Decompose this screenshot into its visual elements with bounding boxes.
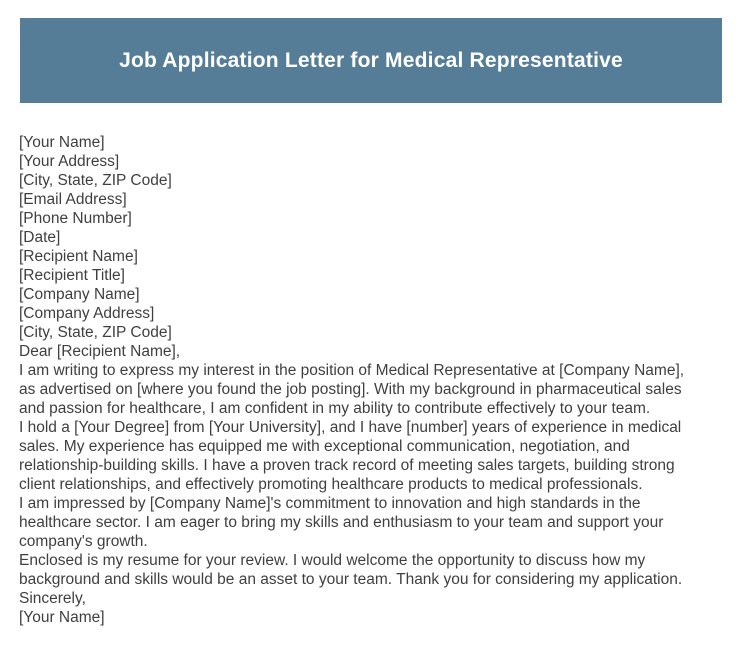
letter-line: [Company Name] xyxy=(19,286,140,303)
letter-line: sales. My experience has equipped me with exceptional communication, negotiation, and xyxy=(19,438,630,455)
letter-line: [City, State, ZIP Code] xyxy=(19,324,172,341)
letter-line: Dear [Recipient Name], xyxy=(19,343,181,360)
letter-line: Sincerely, xyxy=(19,590,86,607)
title-banner xyxy=(20,18,722,103)
letter-line: I hold a [Your Degree] from [Your University], and I have [number] years of experience in medical xyxy=(19,419,682,436)
letter-line: [Your Address] xyxy=(19,153,120,170)
letter-line: [Date] xyxy=(19,229,61,246)
letter-line: background and skills would be an asset to your team. Thank you for considering my application. xyxy=(19,571,683,588)
letter-line: company's growth. xyxy=(19,533,148,550)
letter-line: [Your Name] xyxy=(19,134,105,151)
letter-line: [Email Address] xyxy=(19,191,127,208)
letter-line: [Your Name] xyxy=(19,609,105,626)
letter-line: I am impressed by [Company Name]'s commitment to innovation and high standards in the xyxy=(19,495,641,512)
letter-line: [Recipient Title] xyxy=(19,267,125,284)
page-title: Job Application Letter for Medical Representative xyxy=(119,48,623,72)
letter-line: and passion for healthcare, I am confident in my ability to contribute effectively to your team. xyxy=(19,400,651,417)
letter-line: healthcare sector. I am eager to bring my skills and enthusiasm to your team and support your xyxy=(19,514,664,531)
letter-line: [City, State, ZIP Code] xyxy=(19,172,172,189)
letter-line: Enclosed is my resume for your review. I would welcome the opportunity to discuss how my xyxy=(19,552,646,569)
letter-line: as advertised on [where you found the job posting]. With my background in pharmaceutical sales xyxy=(19,381,682,398)
letter-line: [Phone Number] xyxy=(19,210,132,227)
letter-line: relationship-building skills. I have a proven track record of meeting sales targets, building strong xyxy=(19,457,675,474)
letter-line: I am writing to express my interest in the position of Medical Representative at [Company Name], xyxy=(19,362,685,379)
letter-line: [Recipient Name] xyxy=(19,248,138,265)
letter-body xyxy=(19,133,729,627)
letter-line: [Company Address] xyxy=(19,305,155,322)
letter-line: client relationships, and effectively promoting healthcare products to medical professionals. xyxy=(19,476,643,493)
